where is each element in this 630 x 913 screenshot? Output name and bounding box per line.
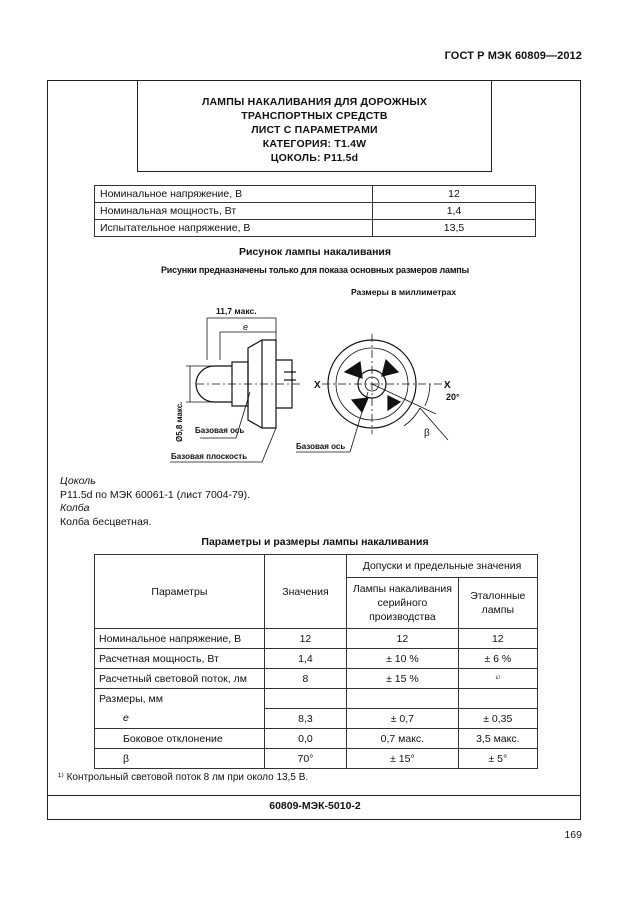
reference-cell: ± 0,35	[458, 709, 537, 729]
param-cell: β	[95, 749, 265, 769]
value-cell	[264, 689, 346, 709]
serial-cell: ± 0,7	[347, 709, 459, 729]
value-cell: 12	[264, 629, 346, 649]
serial-cell: ± 15°	[347, 749, 459, 769]
dimensions-note: Размеры в миллиметрах	[351, 287, 457, 297]
table-row	[95, 629, 538, 649]
table-row	[95, 749, 538, 769]
angle-arc	[425, 384, 430, 406]
value-cell: 0,0	[264, 729, 346, 749]
lug	[382, 360, 398, 376]
document-id: 60809-МЭК-5010-2	[269, 800, 361, 812]
x-left-label: X	[314, 380, 321, 391]
value-cell: 70°	[264, 749, 346, 769]
value-cell: 1,4	[264, 649, 346, 669]
angle-label: 20°	[446, 392, 460, 402]
serial-cell: ± 10 %	[347, 649, 459, 669]
value-cell: 8,3	[264, 709, 346, 729]
cap-text: P11.5d по МЭК 60061-1 (лист 7004-79).	[60, 489, 251, 501]
serial-cell: 12	[347, 629, 459, 649]
table-header-row	[95, 555, 538, 578]
title-line: ТРАНСПОРТНЫХ СРЕДСТВ	[241, 110, 388, 122]
reference-cell: 3,5 макс.	[458, 729, 537, 749]
header-param: Параметры	[95, 555, 265, 629]
title-line: ЛАМПЫ НАКАЛИВАНИЯ ДЛЯ ДОРОЖНЫХ	[201, 96, 428, 108]
reference-cell: ¹⁾	[458, 669, 537, 689]
params-table-title: Параметры и размеры лампы накаливания	[201, 536, 429, 548]
length-label: 11,7 макс.	[216, 306, 257, 316]
divider	[47, 795, 581, 796]
reference-cell	[458, 689, 537, 709]
standard-header: ГОСТ Р МЭК 60809—2012	[444, 50, 582, 62]
serial-cell	[347, 689, 459, 709]
e-label: e	[243, 322, 249, 332]
param-cell: Расчетная мощность, Вт	[95, 649, 265, 669]
value-cell: 1,4	[373, 203, 536, 220]
table-row	[95, 669, 538, 689]
table-row	[95, 689, 538, 709]
title-line: КАТЕГОРИЯ: Т1.4W	[262, 138, 367, 150]
value-cell: 8	[264, 669, 346, 689]
param-cell: Номинальное напряжение, В	[95, 629, 265, 649]
lug	[388, 396, 400, 410]
beta-label: β	[424, 428, 430, 439]
value-cell: 12	[373, 186, 536, 203]
bulb-text: Колба бесцветная.	[60, 516, 152, 528]
table-row	[95, 729, 538, 749]
ref-axis-label: Базовая ось	[195, 426, 245, 435]
cap-label: Цоколь	[60, 475, 96, 487]
reference-cell: ± 5°	[458, 749, 537, 769]
x-right-label: X	[444, 380, 451, 391]
param-cell: Размеры, мм	[95, 689, 265, 709]
param-cell: Испытательное напряжение, В	[95, 220, 373, 237]
header-tolerances: Допуски и предельные значения	[347, 555, 538, 578]
header-serial: Лампы накаливания серийного производства	[347, 578, 459, 629]
param-cell: Номинальное напряжение, В	[95, 186, 373, 203]
header-reference: Эталонные лампы	[458, 578, 537, 629]
footnote: ¹⁾ Контрольный световой поток 8 лм при около 13,5 В.	[58, 772, 309, 783]
table-row	[95, 709, 538, 729]
ref-plane-label: Базовая плоскость	[171, 452, 248, 461]
figure-subtitle: Рисунки предназначены только для показа основных размеров лампы	[161, 265, 469, 275]
serial-cell: 0,7 макс.	[347, 729, 459, 749]
bulb-label: Колба	[60, 502, 90, 514]
param-cell: Номинальная мощность, Вт	[95, 203, 373, 220]
value-cell: 13,5	[373, 220, 536, 237]
reference-cell: 12	[458, 629, 537, 649]
page-number: 169	[564, 829, 582, 841]
title-line: ЦОКОЛЬ: P11.5d	[270, 152, 359, 164]
param-cell: Расчетный световой поток, лм	[95, 669, 265, 689]
header-value: Значения	[264, 555, 346, 629]
param-cell: e	[95, 709, 265, 729]
title-line: ЛИСТ С ПАРАМЕТРАМИ	[251, 124, 378, 136]
figure-title: Рисунок лампы накаливания	[238, 246, 392, 258]
table-row	[95, 649, 538, 669]
lug	[345, 362, 362, 378]
param-cell: Боковое отклонение	[95, 729, 265, 749]
reference-cell: ± 6 %	[458, 649, 537, 669]
diameter-label: Ø5,8 макс.	[175, 401, 184, 442]
params-table	[94, 554, 538, 769]
serial-cell: ± 15 %	[347, 669, 459, 689]
ref-axis-label-right: Базовая ось	[296, 442, 346, 451]
